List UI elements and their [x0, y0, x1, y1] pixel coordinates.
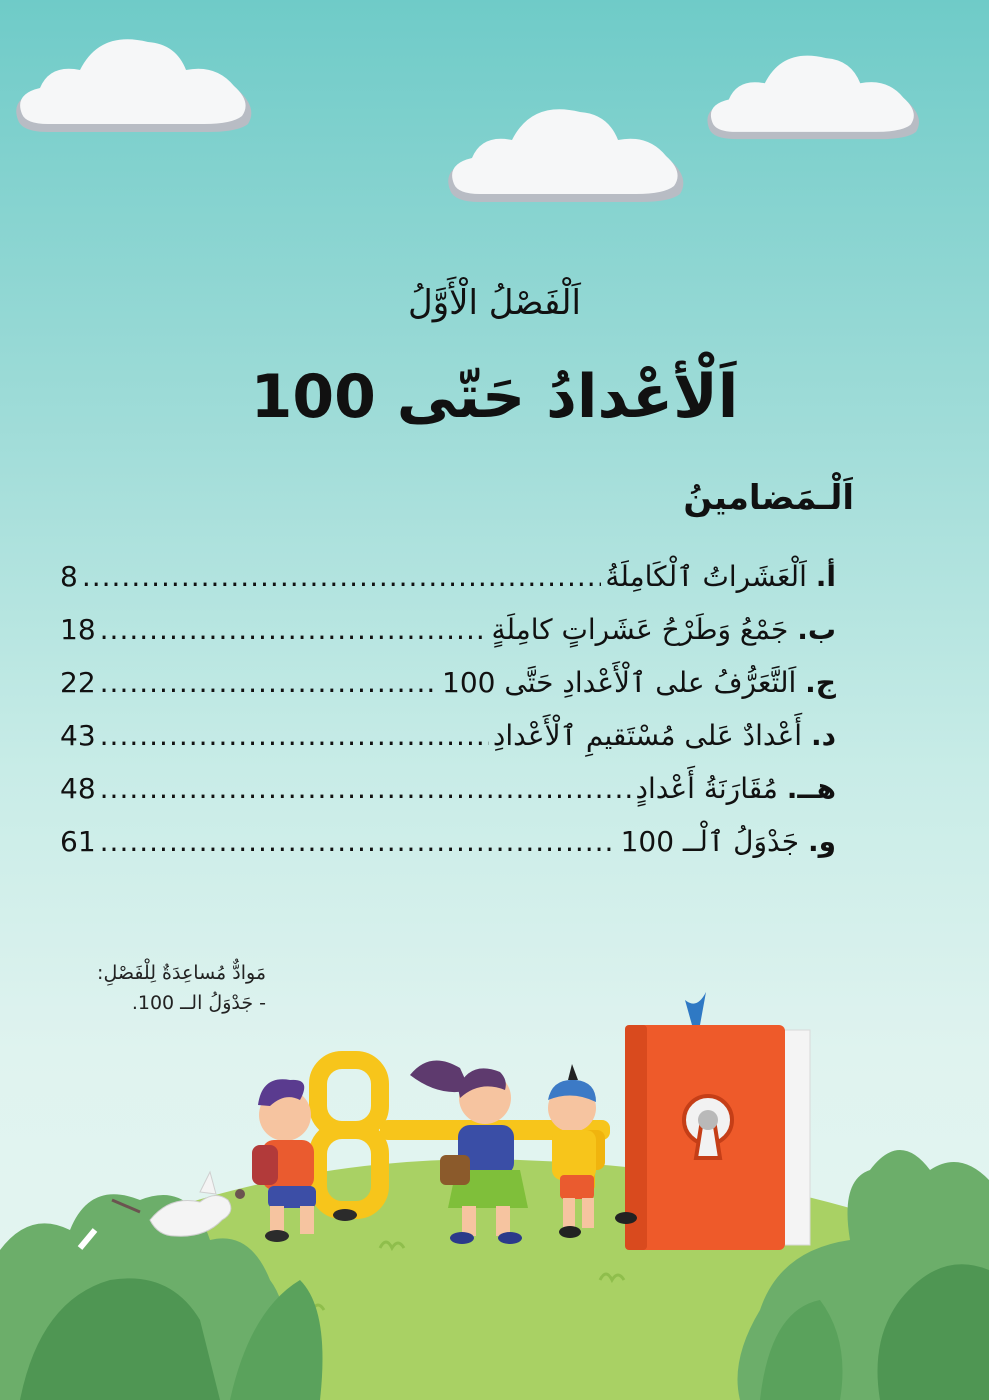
toc-entry [621, 825, 836, 858]
toc-leader-dots [100, 719, 489, 752]
toc-title: جَمْعُ وَطَرْحُ عَشَراتٍ كامِلَةٍ [491, 613, 789, 646]
illustration-scene [0, 980, 989, 1400]
toc-page-number: 22 [60, 666, 96, 699]
toc-page-number: 43 [60, 719, 96, 752]
toc-letter: أ. [815, 560, 836, 593]
toc-page-number: 48 [60, 772, 96, 805]
toc-entry [636, 772, 836, 805]
chapter-title: اَلْأعْدادُ حَتّى 100 [250, 362, 739, 432]
toc-leader-dots [100, 772, 632, 805]
cloud-icon [700, 40, 925, 150]
toc-item[interactable] [60, 613, 836, 666]
toc-title: أَعْدادٌ عَلى مُسْتَقيمِ ٱلْأَعْدادِ [492, 719, 803, 752]
support-materials-heading: مَوادٌّ مُساعِدَةٌ لِلْفَصْلِ: [97, 962, 266, 984]
toc-entry [605, 560, 836, 593]
toc-entry [442, 666, 836, 699]
toc-item[interactable] [60, 560, 836, 613]
toc-page-number: 18 [60, 613, 96, 646]
toc-letter: ج. [805, 666, 836, 699]
toc-item[interactable] [60, 719, 836, 772]
support-materials-item: - جَدْوَلُ الــ 100. [131, 992, 266, 1014]
table-of-contents [60, 560, 836, 878]
chapter-label: اَلْفَصْلُ الْأَوَّلُ [407, 283, 581, 323]
toc-leader-dots [82, 560, 602, 593]
toc-item[interactable] [60, 772, 836, 825]
cloud-icon [440, 98, 690, 208]
toc-title: اَلتَّعَرُّفُ على ٱلْأَعْدادِ حَتَّى 100 [442, 666, 797, 699]
toc-heading: اَلْـمَضامينُ [683, 478, 854, 518]
toc-item[interactable] [60, 825, 836, 878]
toc-letter: ب. [797, 613, 836, 646]
toc-page-number: 61 [60, 825, 96, 858]
toc-title: اَلْعَشَراتُ ٱلْكَامِلَةُ [605, 560, 807, 593]
toc-page-number: 8 [60, 560, 78, 593]
toc-entry [491, 613, 836, 646]
toc-title: مُقَارَنَةُ أَعْدادٍ [635, 772, 778, 805]
toc-title: جَدْوَلُ ٱلْــ 100 [620, 825, 800, 858]
toc-leader-dots [100, 613, 488, 646]
toc-letter: و. [807, 825, 836, 858]
toc-letter: د. [810, 719, 836, 752]
toc-leader-dots [100, 666, 438, 699]
toc-leader-dots [100, 825, 617, 858]
book-icon [625, 992, 810, 1250]
toc-entry [493, 719, 836, 752]
toc-item[interactable] [60, 666, 836, 719]
cloud-icon [8, 28, 258, 138]
toc-letter: هــ. [786, 772, 836, 805]
